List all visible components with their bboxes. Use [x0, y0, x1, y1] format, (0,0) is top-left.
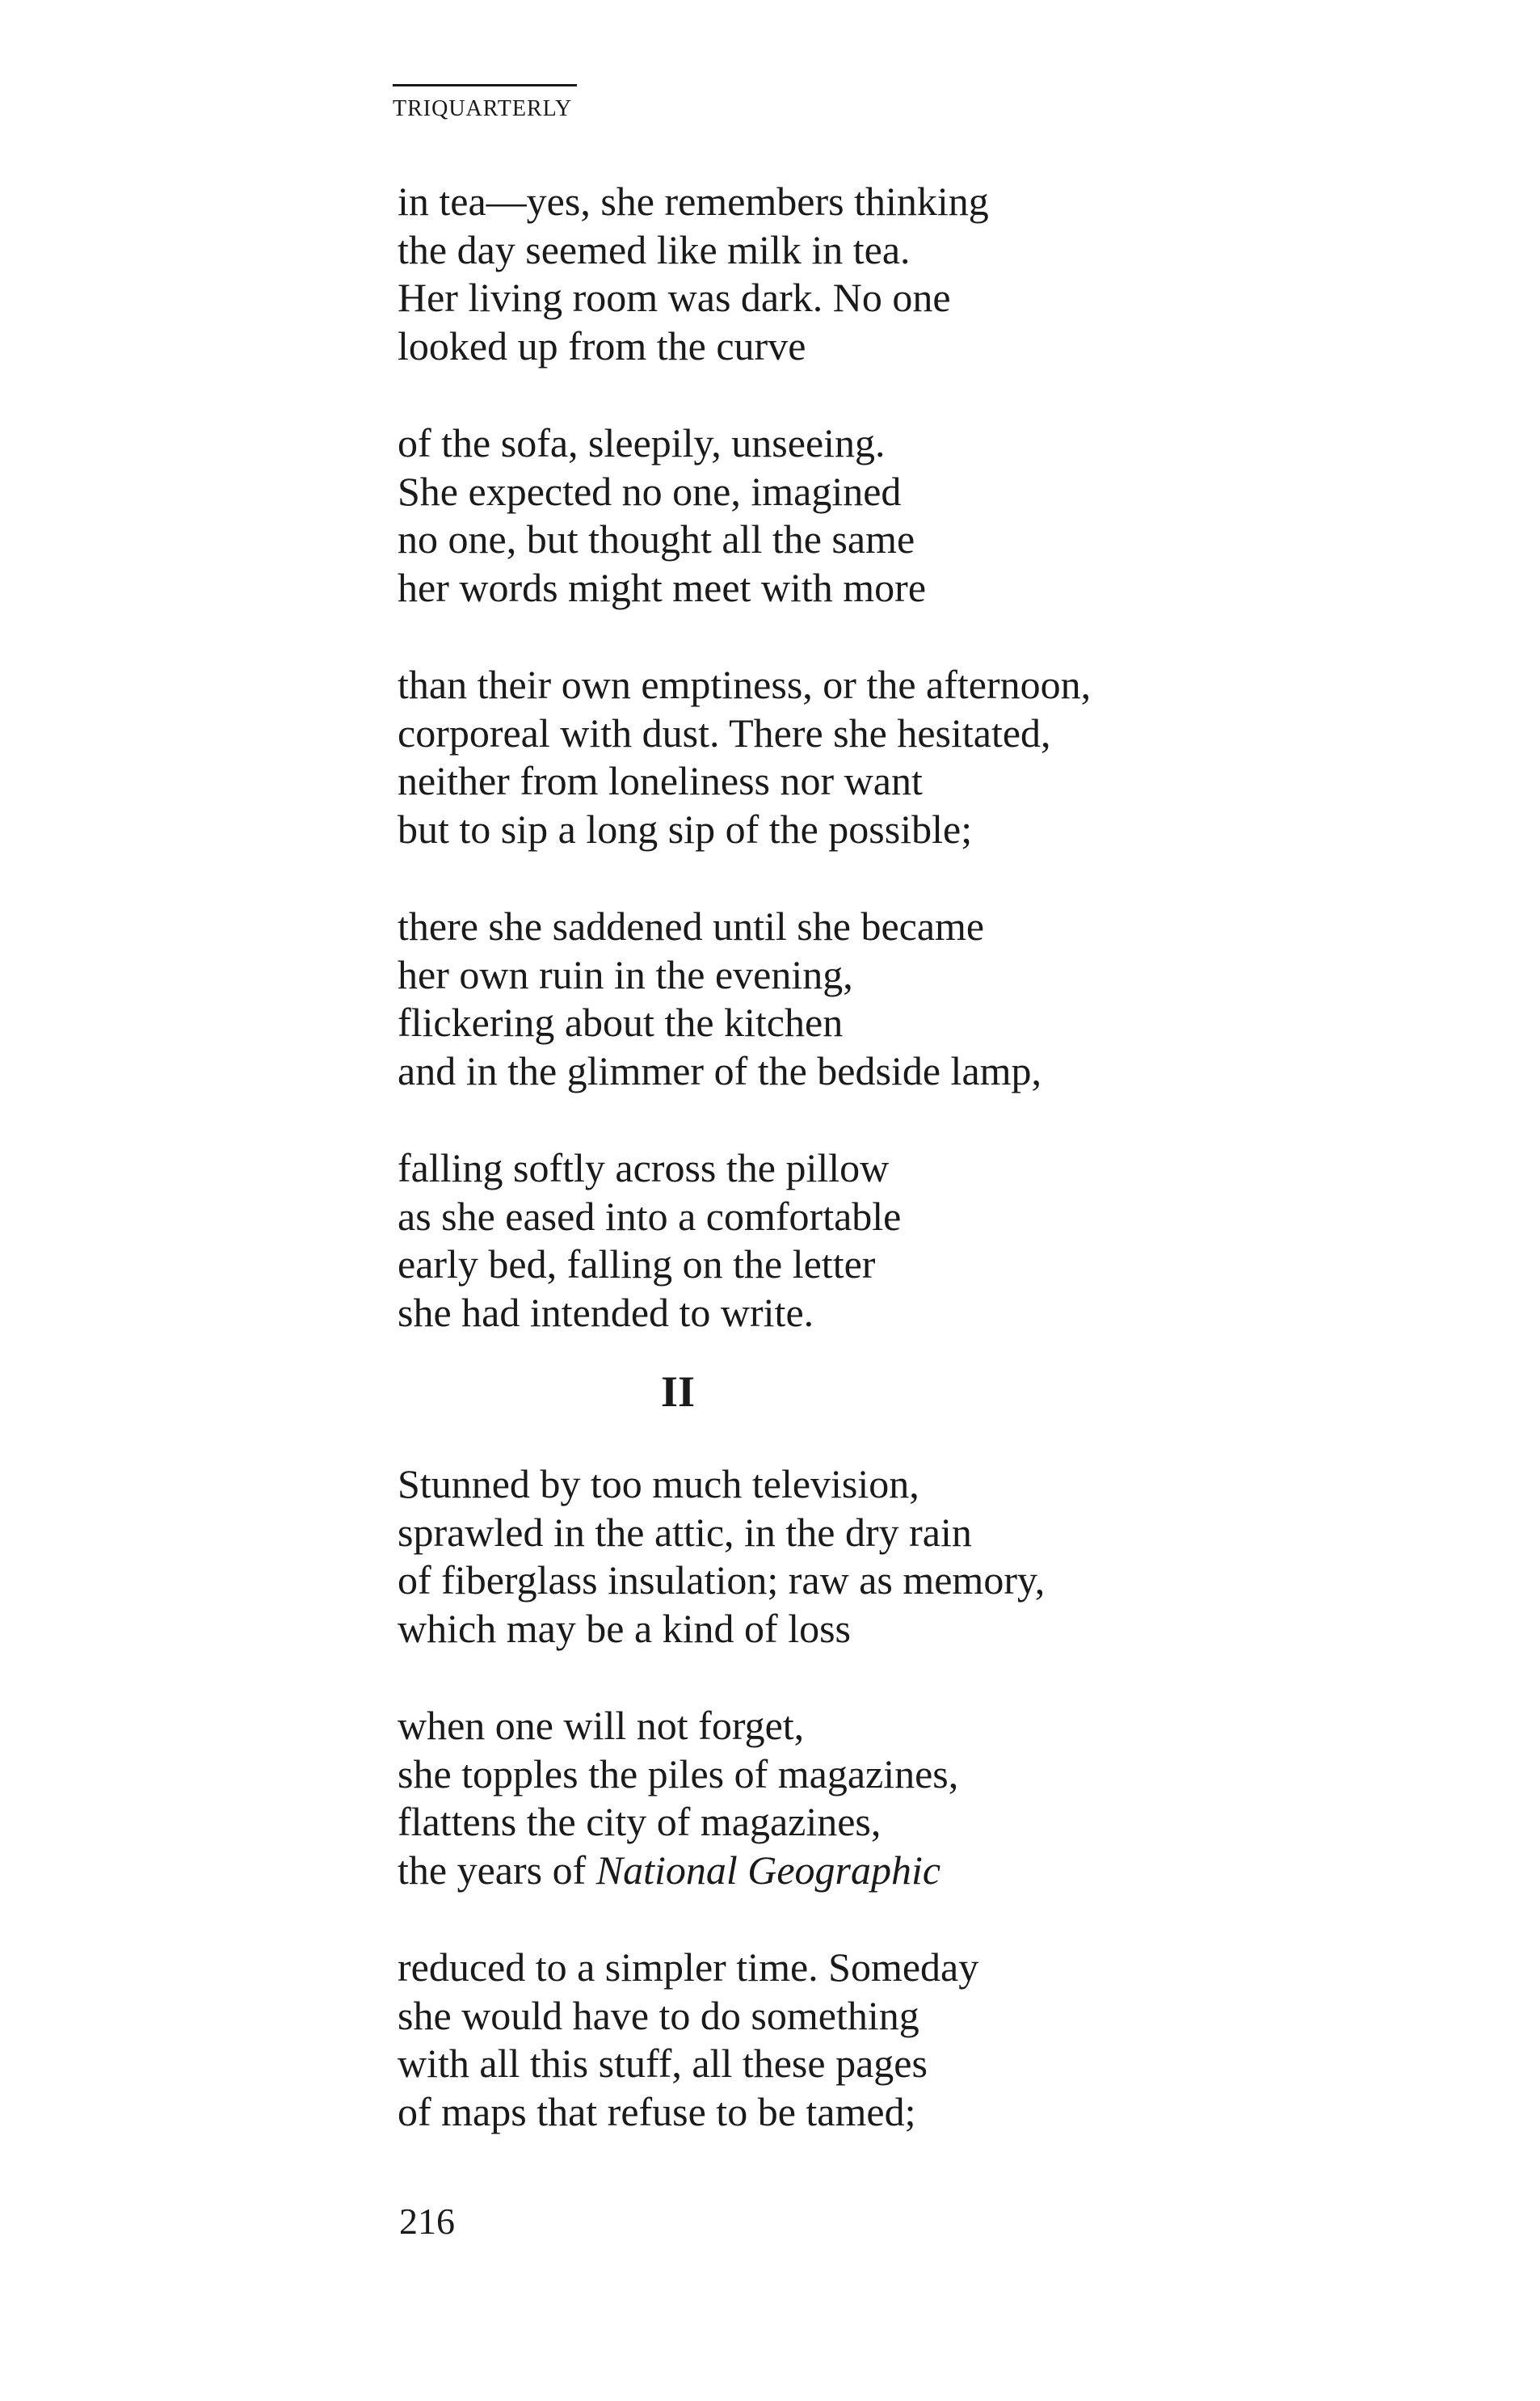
stanza-2 [398, 419, 1286, 612]
poem-line [398, 1847, 1286, 1895]
poem-line: falling softly across the pillow [398, 1145, 890, 1190]
poem-line: looked up from the curve [398, 322, 806, 369]
poem-line: reduced to a simpler time. Someday [398, 1944, 979, 1990]
poem-line: She expected no one, imagined [398, 468, 902, 514]
stanza-3 [398, 661, 1286, 853]
poem-line: of the sofa, sleepily, unseeing. [398, 420, 886, 465]
stanza-8 [398, 1944, 1286, 2136]
stanza-1 [398, 178, 1286, 370]
poem-line: with all this stuff, all these pages [398, 2041, 928, 2086]
page-number: 216 [399, 2201, 455, 2242]
poem-line: Stunned by too much television, [398, 1461, 919, 1506]
poem-line: neither from loneliness nor want [398, 758, 923, 803]
poem-line: as she eased into a comfortable [398, 1193, 902, 1239]
poem-line: in tea—yes, she remembers thinking [398, 179, 989, 224]
poem-line: but to sip a long sip of the possible; [398, 806, 973, 852]
poem-line: her words might meet with more [398, 564, 927, 610]
poem-line: early bed, falling on the letter [398, 1241, 876, 1287]
poem-line: there she saddened until she became [398, 904, 985, 949]
poem-line: flickering about the kitchen [398, 1000, 844, 1045]
poem-line: the day seemed like milk in tea. [398, 226, 911, 272]
poem-line: when one will not forget, [398, 1703, 805, 1748]
poem-line: than their own emptiness, or the afternoon, [398, 662, 1092, 707]
poem-line: she would have to do something [398, 1992, 919, 2038]
line-text: the years of [398, 1847, 596, 1893]
header-rule [393, 84, 577, 86]
stanza-7 [398, 1702, 1286, 1894]
poem-line: sprawled in the attic, in the dry rain [398, 1509, 972, 1555]
poem-line: which may be a kind of loss [398, 1605, 852, 1651]
stanza-5 [398, 1144, 1286, 1337]
poem-line: Her living room was dark. No one [398, 275, 951, 320]
journal-title: TRIQUARTERLY [393, 96, 573, 121]
stanza-6 [398, 1460, 1286, 1653]
section-number: II [661, 1367, 696, 1416]
poem-body [398, 178, 1286, 2185]
stanza-4 [398, 903, 1286, 1095]
magazine-title-italic: National Geographic [595, 1847, 941, 1893]
running-head [393, 84, 577, 122]
poem-line: and in the glimmer of the bedside lamp, [398, 1047, 1042, 1093]
poem-line: no one, but thought all the same [398, 516, 915, 562]
poem-line: she had intended to write. [398, 1289, 814, 1335]
poem-line: flattens the city of magazines, [398, 1799, 882, 1844]
poem-line: she topples the piles of magazines, [398, 1750, 959, 1797]
poem-line: corporeal with dust. There she hesitated, [398, 710, 1051, 756]
poem-line: of maps that refuse to be tamed; [398, 2088, 916, 2134]
poem-line: of fiberglass insulation; raw as memory, [398, 1557, 1046, 1603]
poem-line: her own ruin in the evening, [398, 951, 853, 997]
